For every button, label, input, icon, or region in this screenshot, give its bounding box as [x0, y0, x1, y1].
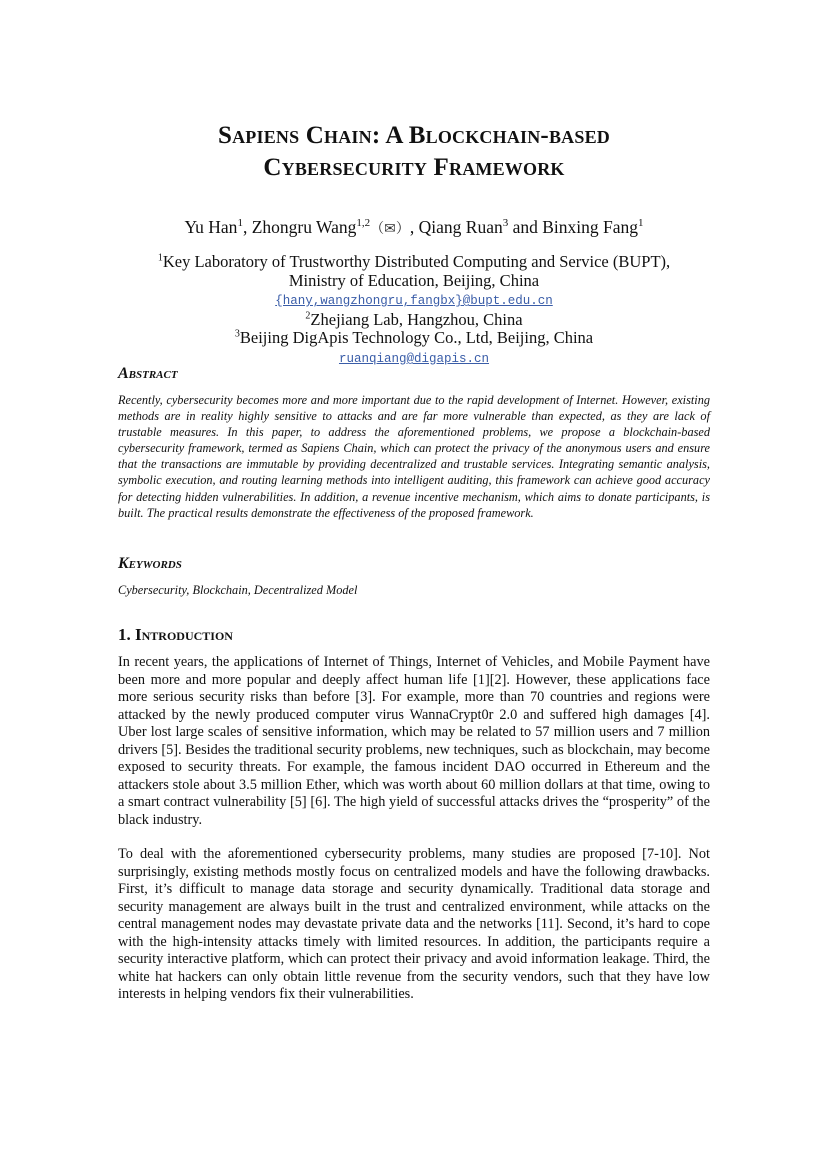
author-name: and Binxing Fang	[508, 217, 639, 237]
paper-title	[0, 120, 828, 184]
affiliation-line	[0, 311, 828, 330]
affiliation-line	[0, 253, 828, 272]
affiliations	[0, 253, 828, 369]
affil-sup: 2	[305, 310, 311, 322]
affil-sup: 3	[234, 328, 240, 340]
author-affil-sup: 3	[502, 217, 509, 230]
intro-heading: 1. Introduction	[118, 625, 233, 644]
email-link[interactable]: {hany,wangzhongru,fangbx}@bupt.edu.cn	[275, 294, 553, 309]
keywords-heading: Keywords	[118, 555, 182, 572]
author-affil-sup: 1	[638, 217, 644, 230]
affiliation-line	[0, 272, 828, 291]
intro-paragraph-1: In recent years, the applications of Internet of Things, Internet of Vehicles, and Mobile Payment have been more and more popular and deeply affect human life [1][2]. However, these applications face more serious security risks than before [3]. For example, more than 70 countries and regions were attacked by the newly produced computer virus WannaCrypt0r 2.0 and suffered high damages [4]. Uber lost large scales of sensitive information, which may be related to 57 million users and 7 million drivers [5]. Besides the traditional security problems, new techniques, such as blockchain, may become exposed to security threats. For example, the famous incident DAO occurred in Ethereum and the attackers stole about 3.5 million Ether, which was worth about 60 million dollars at that time, owing to a smart contract vulnerability [5] [6]. The high yield of successful attacks drives the “prosperity” of the black industry.	[118, 654, 710, 828]
intro-paragraph-2: To deal with the aforementioned cybersecurity problems, many studies are proposed [7-10]. Not surprisingly, existing methods mostly focus on centralized models and have the following drawbacks. First, it’s difficult to manage data storage and security dynamically. Traditional data storage and security management are always built in the trust and centralized environment, while attacks on the central management nodes may devastate private data and the networks [11]. Second, it’s hard to cope with the high-intensity attacks timely with limited resources. In addition, the participants require a security interactive platform, which can protect their privacy and avoid information leakage. Third, the white hat hackers can only obtain little revenue from the security vendors, such that they have low interests in helping vendors fix their vulnerabilities.	[118, 846, 710, 1003]
author-affil-sup: 1	[237, 217, 243, 230]
affil-text: Key Laboratory of Trustworthy Distributed Computing and Service (BUPT),	[162, 252, 671, 271]
abstract-text: Recently, cybersecurity becomes more and more important due to the rapid development of Internet. However, existing methods are in reality highly sensitive to attacks and are far more vulnerable than expected, as they are lack of trustable measures. In this paper, to address the aforementioned problems, we propose a blockchain-based cybersecurity framework, termed as Sapiens Chain, which can protect the privacy of the anonymous users and ensure that the transactions are immutable by providing decentralized and trustable services. Integrating semantic analysis, symbolic execution, and routing learning methods into intelligent auditing, this framework can achieve good accuracy for detecting hidden vulnerabilities. In addition, a revenue incentive mechanism, which aims to donate participants, is built. The practical results demonstrate the effectiveness of the proposed framework.	[118, 393, 710, 520]
affil-sup: 1	[157, 252, 163, 264]
mail-icon: （✉）	[370, 221, 410, 237]
abstract-heading: Abstract	[118, 365, 178, 382]
affiliation-line	[0, 329, 828, 348]
author-list	[0, 215, 828, 241]
affil-text: Ministry of Education, Beijing, China	[288, 270, 540, 290]
affiliation-line	[0, 290, 828, 311]
affil-text: Beijing DigApis Technology Co., Ltd, Beijing, China	[239, 328, 594, 348]
author-name: Yu Han	[184, 217, 238, 237]
email-link[interactable]: ruanqiang@digapis.cn	[338, 351, 490, 366]
author-name: , Zhongru Wang	[242, 217, 357, 237]
title-line-2: Cybersecurity Framework	[263, 154, 565, 181]
author-name: , Qiang Ruan	[409, 217, 503, 237]
author-affil-sup: 1,2	[356, 217, 371, 230]
title-line-1: Sapiens Chain: A Blockchain-based	[218, 122, 610, 149]
keywords-text: Cybersecurity, Blockchain, Decentralized Model	[118, 583, 358, 597]
affil-text: Zhejiang Lab, Hangzhou, China	[310, 309, 523, 329]
